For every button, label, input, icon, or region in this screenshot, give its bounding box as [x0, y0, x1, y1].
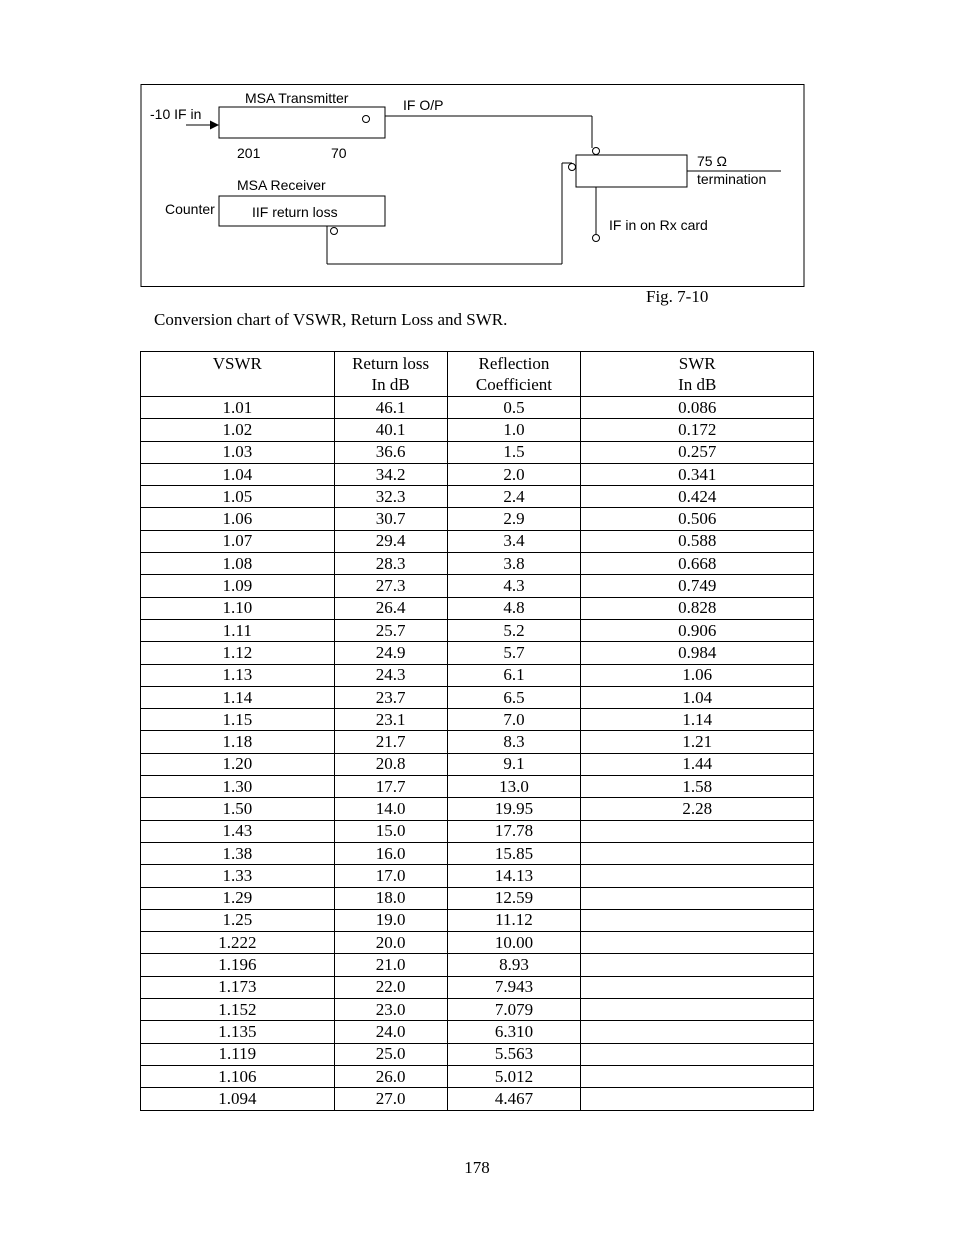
- reflection-coefficient-cell: 2.4: [447, 486, 581, 508]
- vswr-cell: 1.106: [141, 1065, 335, 1087]
- vswr-cell: 1.11: [141, 619, 335, 641]
- swr-cell: 1.06: [581, 664, 814, 686]
- return-loss-cell: 16.0: [334, 842, 447, 864]
- table-row: [141, 1043, 814, 1065]
- table-row: [141, 999, 814, 1021]
- table-row: [141, 842, 814, 864]
- return-loss-cell: 40.1: [334, 419, 447, 441]
- return-loss-cell: 20.0: [334, 932, 447, 954]
- swr-cell: 0.749: [581, 575, 814, 597]
- vswr-cell: 1.30: [141, 776, 335, 798]
- counter-label: Counter: [165, 201, 215, 217]
- reflection-coefficient-cell: 7.0: [447, 709, 581, 731]
- swr-cell: 1.21: [581, 731, 814, 753]
- vswr-cell: 1.05: [141, 486, 335, 508]
- swr-cell: 0.906: [581, 619, 814, 641]
- vswr-cell: 1.01: [141, 397, 335, 419]
- vswr-cell: 1.196: [141, 954, 335, 976]
- reflection-coefficient-cell: 4.8: [447, 597, 581, 619]
- swr-cell: 0.506: [581, 508, 814, 530]
- return-loss-cell: 26.0: [334, 1065, 447, 1087]
- table-row: [141, 486, 814, 508]
- transmitter-title: MSA Transmitter: [245, 90, 349, 106]
- reflection-coefficient-cell: 6.310: [447, 1021, 581, 1043]
- swr-cell: [581, 887, 814, 909]
- table-row: [141, 798, 814, 820]
- vswr-cell: 1.04: [141, 463, 335, 485]
- table-row: [141, 419, 814, 441]
- table-row: [141, 441, 814, 463]
- return-loss-cell: 22.0: [334, 976, 447, 998]
- reflection-coefficient-cell: 3.8: [447, 553, 581, 575]
- return-loss-cell: 17.7: [334, 776, 447, 798]
- reflection-coefficient-cell: 14.13: [447, 865, 581, 887]
- vswr-cell: 1.02: [141, 419, 335, 441]
- table-row: [141, 709, 814, 731]
- table-row: [141, 463, 814, 485]
- reflection-coefficient-cell: 5.2: [447, 619, 581, 641]
- return-loss-cell: 34.2: [334, 463, 447, 485]
- vswr-cell: 1.152: [141, 999, 335, 1021]
- return-loss-cell: 25.7: [334, 619, 447, 641]
- vswr-cell: 1.50: [141, 798, 335, 820]
- splitter-left-port: [569, 164, 576, 171]
- swr-cell: 0.984: [581, 642, 814, 664]
- return-loss-cell: 26.4: [334, 597, 447, 619]
- return-loss-cell: 19.0: [334, 909, 447, 931]
- swr-cell: 0.086: [581, 397, 814, 419]
- swr-cell: 0.588: [581, 530, 814, 552]
- reflection-coefficient-cell: 6.5: [447, 686, 581, 708]
- vswr-cell: 1.25: [141, 909, 335, 931]
- swr-cell: 2.28: [581, 798, 814, 820]
- input-arrowhead-icon: [210, 121, 219, 130]
- header-return-loss: Return loss In dB: [334, 352, 447, 397]
- swr-cell: 0.172: [581, 419, 814, 441]
- table-row: [141, 1065, 814, 1087]
- vswr-cell: 1.06: [141, 508, 335, 530]
- return-loss-cell: 27.0: [334, 1088, 447, 1110]
- page-number: 178: [464, 1158, 490, 1177]
- rx-card-port: [593, 235, 600, 242]
- table-row: [141, 686, 814, 708]
- vswr-cell: 1.29: [141, 887, 335, 909]
- reflection-coefficient-cell: 2.9: [447, 508, 581, 530]
- vswr-cell: 1.20: [141, 753, 335, 775]
- reflection-coefficient-cell: 12.59: [447, 887, 581, 909]
- reflection-coefficient-cell: 15.85: [447, 842, 581, 864]
- transmitter-output-port: [363, 116, 370, 123]
- reflection-coefficient-cell: 13.0: [447, 776, 581, 798]
- return-loss-cell: 25.0: [334, 1043, 447, 1065]
- output-label: IF O/P: [403, 97, 444, 113]
- return-loss-cell: 46.1: [334, 397, 447, 419]
- termination-ohms: 75 Ω: [697, 153, 727, 169]
- swr-cell: 1.44: [581, 753, 814, 775]
- reflection-coefficient-cell: 5.7: [447, 642, 581, 664]
- receiver-title: MSA Receiver: [237, 177, 326, 193]
- return-loss-cell: 28.3: [334, 553, 447, 575]
- return-loss-cell: 24.9: [334, 642, 447, 664]
- return-loss-cell: 23.0: [334, 999, 447, 1021]
- reflection-coefficient-cell: 5.563: [447, 1043, 581, 1065]
- return-loss-cell: 14.0: [334, 798, 447, 820]
- vswr-cell: 1.03: [141, 441, 335, 463]
- reflection-coefficient-cell: 7.943: [447, 976, 581, 998]
- table-row: [141, 508, 814, 530]
- swr-cell: 1.04: [581, 686, 814, 708]
- figure-caption: Fig. 7-10: [646, 287, 709, 306]
- table-row: [141, 776, 814, 798]
- reflection-coefficient-cell: 5.012: [447, 1065, 581, 1087]
- table-row: [141, 932, 814, 954]
- reflection-coefficient-cell: 2.0: [447, 463, 581, 485]
- return-loss-cell: 30.7: [334, 508, 447, 530]
- swr-cell: [581, 1043, 814, 1065]
- port-201-label: 201: [237, 145, 261, 161]
- swr-cell: 0.668: [581, 553, 814, 575]
- rx-card-label: IF in on Rx card: [609, 217, 708, 233]
- return-loss-cell: 21.7: [334, 731, 447, 753]
- table-row: [141, 397, 814, 419]
- vswr-cell: 1.13: [141, 664, 335, 686]
- test-setup-diagram: [0, 0, 954, 300]
- vswr-cell: 1.135: [141, 1021, 335, 1043]
- return-loss-cell: 23.1: [334, 709, 447, 731]
- reflection-coefficient-cell: 10.00: [447, 932, 581, 954]
- swr-cell: [581, 1065, 814, 1087]
- reflection-coefficient-cell: 6.1: [447, 664, 581, 686]
- swr-cell: 0.341: [581, 463, 814, 485]
- vswr-cell: 1.14: [141, 686, 335, 708]
- swr-cell: [581, 1088, 814, 1110]
- reflection-coefficient-cell: 4.3: [447, 575, 581, 597]
- termination-label: termination: [697, 171, 767, 187]
- swr-cell: 1.14: [581, 709, 814, 731]
- vswr-cell: 1.15: [141, 709, 335, 731]
- return-loss-cell: 21.0: [334, 954, 447, 976]
- splitter-top-port: [593, 148, 600, 155]
- vswr-cell: 1.09: [141, 575, 335, 597]
- vswr-cell: 1.33: [141, 865, 335, 887]
- receiver-port: [331, 228, 338, 235]
- table-body: [141, 397, 814, 1111]
- reflection-coefficient-cell: 17.78: [447, 820, 581, 842]
- return-loss-cell: 20.8: [334, 753, 447, 775]
- table-row: [141, 1088, 814, 1110]
- reflection-coefficient-cell: 19.95: [447, 798, 581, 820]
- vswr-cell: 1.38: [141, 842, 335, 864]
- reflection-coefficient-cell: 3.4: [447, 530, 581, 552]
- splitter-box: [576, 155, 687, 187]
- swr-cell: [581, 932, 814, 954]
- swr-cell: 0.828: [581, 597, 814, 619]
- port-70-label: 70: [331, 145, 347, 161]
- swr-cell: [581, 976, 814, 998]
- reflection-coefficient-cell: 1.5: [447, 441, 581, 463]
- return-loss-cell: 29.4: [334, 530, 447, 552]
- table-row: [141, 731, 814, 753]
- table-row: [141, 597, 814, 619]
- table-row: [141, 753, 814, 775]
- reflection-coefficient-cell: 9.1: [447, 753, 581, 775]
- swr-cell: [581, 865, 814, 887]
- table-row: [141, 1021, 814, 1043]
- chart-title: Conversion chart of VSWR, Return Loss and SWR.: [154, 310, 508, 329]
- reflection-coefficient-cell: 7.079: [447, 999, 581, 1021]
- table-row: [141, 575, 814, 597]
- return-loss-cell: 36.6: [334, 441, 447, 463]
- vswr-cell: 1.43: [141, 820, 335, 842]
- vswr-cell: 1.07: [141, 530, 335, 552]
- input-label: -10 IF in: [150, 106, 202, 122]
- return-loss-cell: 17.0: [334, 865, 447, 887]
- vswr-cell: 1.222: [141, 932, 335, 954]
- header-vswr: VSWR: [141, 352, 335, 397]
- conversion-table: [140, 351, 814, 1111]
- table-row: [141, 553, 814, 575]
- return-loss-cell: 27.3: [334, 575, 447, 597]
- table-header-row: [141, 352, 814, 397]
- return-loss-cell: 18.0: [334, 887, 447, 909]
- swr-cell: [581, 999, 814, 1021]
- vswr-cell: 1.173: [141, 976, 335, 998]
- vswr-cell: 1.10: [141, 597, 335, 619]
- table-row: [141, 530, 814, 552]
- table-row: [141, 664, 814, 686]
- reflection-coefficient-cell: 11.12: [447, 909, 581, 931]
- swr-cell: 0.424: [581, 486, 814, 508]
- swr-cell: [581, 909, 814, 931]
- swr-cell: [581, 954, 814, 976]
- header-swr: SWR In dB: [581, 352, 814, 397]
- vswr-cell: 1.18: [141, 731, 335, 753]
- reflection-coefficient-cell: 1.0: [447, 419, 581, 441]
- vswr-cell: 1.12: [141, 642, 335, 664]
- swr-cell: [581, 842, 814, 864]
- header-reflection-coefficient: Reflection Coefficient: [447, 352, 581, 397]
- return-loss-cell: 24.0: [334, 1021, 447, 1043]
- table-row: [141, 954, 814, 976]
- reflection-coefficient-cell: 8.93: [447, 954, 581, 976]
- swr-cell: [581, 1021, 814, 1043]
- reflection-coefficient-cell: 0.5: [447, 397, 581, 419]
- table-row: [141, 887, 814, 909]
- table-row: [141, 976, 814, 998]
- table-row: [141, 909, 814, 931]
- table-row: [141, 619, 814, 641]
- return-loss-cell: 24.3: [334, 664, 447, 686]
- reflection-coefficient-cell: 4.467: [447, 1088, 581, 1110]
- table-row: [141, 820, 814, 842]
- reflection-coefficient-cell: 8.3: [447, 731, 581, 753]
- transmitter-box: [219, 107, 385, 138]
- vswr-cell: 1.119: [141, 1043, 335, 1065]
- swr-cell: 1.58: [581, 776, 814, 798]
- receiver-box-label: IIF return loss: [252, 204, 338, 220]
- vswr-cell: 1.094: [141, 1088, 335, 1110]
- return-loss-cell: 32.3: [334, 486, 447, 508]
- swr-cell: 0.257: [581, 441, 814, 463]
- swr-cell: [581, 820, 814, 842]
- return-loss-cell: 15.0: [334, 820, 447, 842]
- table-row: [141, 865, 814, 887]
- vswr-cell: 1.08: [141, 553, 335, 575]
- return-loss-cell: 23.7: [334, 686, 447, 708]
- table-row: [141, 642, 814, 664]
